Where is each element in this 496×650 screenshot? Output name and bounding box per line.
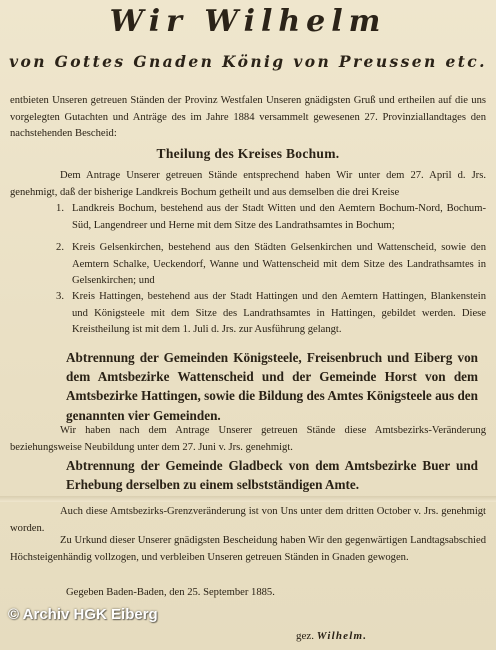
list-item-text: Kreis Gelsenkirchen, bestehend aus den Städten Gelsenkirchen und Wattenscheid, sowie den Aemtern Schalke, Ueckendorf, Wanne und Wattenscheid mit dem Sitze des Landrathsamtes in Gelsenkirchen; und (72, 242, 486, 287)
paragraph-urkund-text: Zu Urkund dieser Unserer gnädigsten Bescheidung haben Wir den gegenwärtigen Landtagsabschied Höchsteigenhändig vollzogen, und verbleiben Unseren getreuen Ständen in Gnaden gewogen. (10, 535, 486, 563)
intro-paragraph: entbieten Unseren getreuen Ständen der Provinz Westfalen Unseren gnädigsten Gruß und ertheilen auf die uns vorgelegten Gutachten und Anträge des im Jahre 1884 versammelt gewesenen 27. Provinziallandtages den nachstehenden Bescheid: (10, 95, 486, 140)
paragraph-amtsbezirk-text: Wir haben nach dem Antrage Unserer getreuen Stände diese Amtsbezirks-Veränderung beziehungsweise Neubildung unter dem 27. Juni v. Jrs. genehmigt. (10, 425, 486, 453)
document-subtitle: von Gottes Gnaden König von Preussen etc. (9, 52, 487, 71)
signature (296, 630, 367, 642)
archive-watermark: © Archiv HGK Eiberg (8, 606, 158, 623)
paragraph-amtsbezirk (10, 423, 486, 456)
place-date: Gegeben Baden-Baden, den 25. September 1885. (66, 587, 275, 598)
list-item-number: 2. (56, 242, 64, 253)
list-item-text: Landkreis Bochum, bestehend aus der Stadt Witten und den Aemtern Bochum-Nord, Bochum-Süd, Langendreer und Herne mit dem Sitze des Landrathsamtes in Bochum; (72, 203, 486, 231)
signature-prefix: gez. (296, 630, 315, 642)
list-item (10, 240, 486, 290)
signature-name: Wilhelm. (316, 630, 368, 642)
paragraph-grenzveraenderung-text: Auch diese Amtsbezirks-Grenzveränderung ist von Uns unter dem dritten October v. Jrs. genehmigt worden. (10, 506, 486, 534)
page-divider (0, 496, 496, 502)
list-item-number: 3. (56, 291, 64, 302)
paragraph-antrag-text: Dem Antrage Unserer getreuen Stände entsprechend haben Wir unter dem 27. April d. Jrs. genehmigt, daß der bisherige Landkreis Bochum getheilt und aus demselben die drei Kreise (10, 170, 486, 198)
section-heading-abtrennung-koenigsteele: Abtrennung der Gemeinden Königsteele, Freisenbruch und Eiberg von dem Amtsbezirke Wattenscheid und der Gemeinde Horst von dem Amtsbezirke Hattingen, sowie die Bildung des Amtes Königsteele aus den genannten vier Gemeinden. (66, 350, 478, 423)
list-item (10, 289, 486, 339)
list-item (10, 201, 486, 234)
list-item-number: 1. (56, 203, 64, 214)
section-heading-abtrennung-gladbeck: Abtrennung der Gemeinde Gladbeck von dem Amtsbezirke Buer und Erhebung derselben zu einem selbstständigen Amte. (66, 458, 478, 493)
paragraph-urkund (10, 533, 486, 566)
document-title: Wir Wilhelm (109, 4, 387, 39)
paragraph-antrag (10, 168, 486, 201)
list-item-text: Kreis Hattingen, bestehend aus der Stadt Hattingen und den Aemtern Hattingen, Blankenstein und Königsteele mit dem Sitze des Landrathsamtes in Hattingen, gebildet werden. Diese Kreistheilung ist mit dem 1. Juli d. Jrs. zur Ausführung gelangt. (72, 291, 486, 336)
section-heading-theilung: Theilung des Kreises Bochum. (156, 146, 340, 161)
